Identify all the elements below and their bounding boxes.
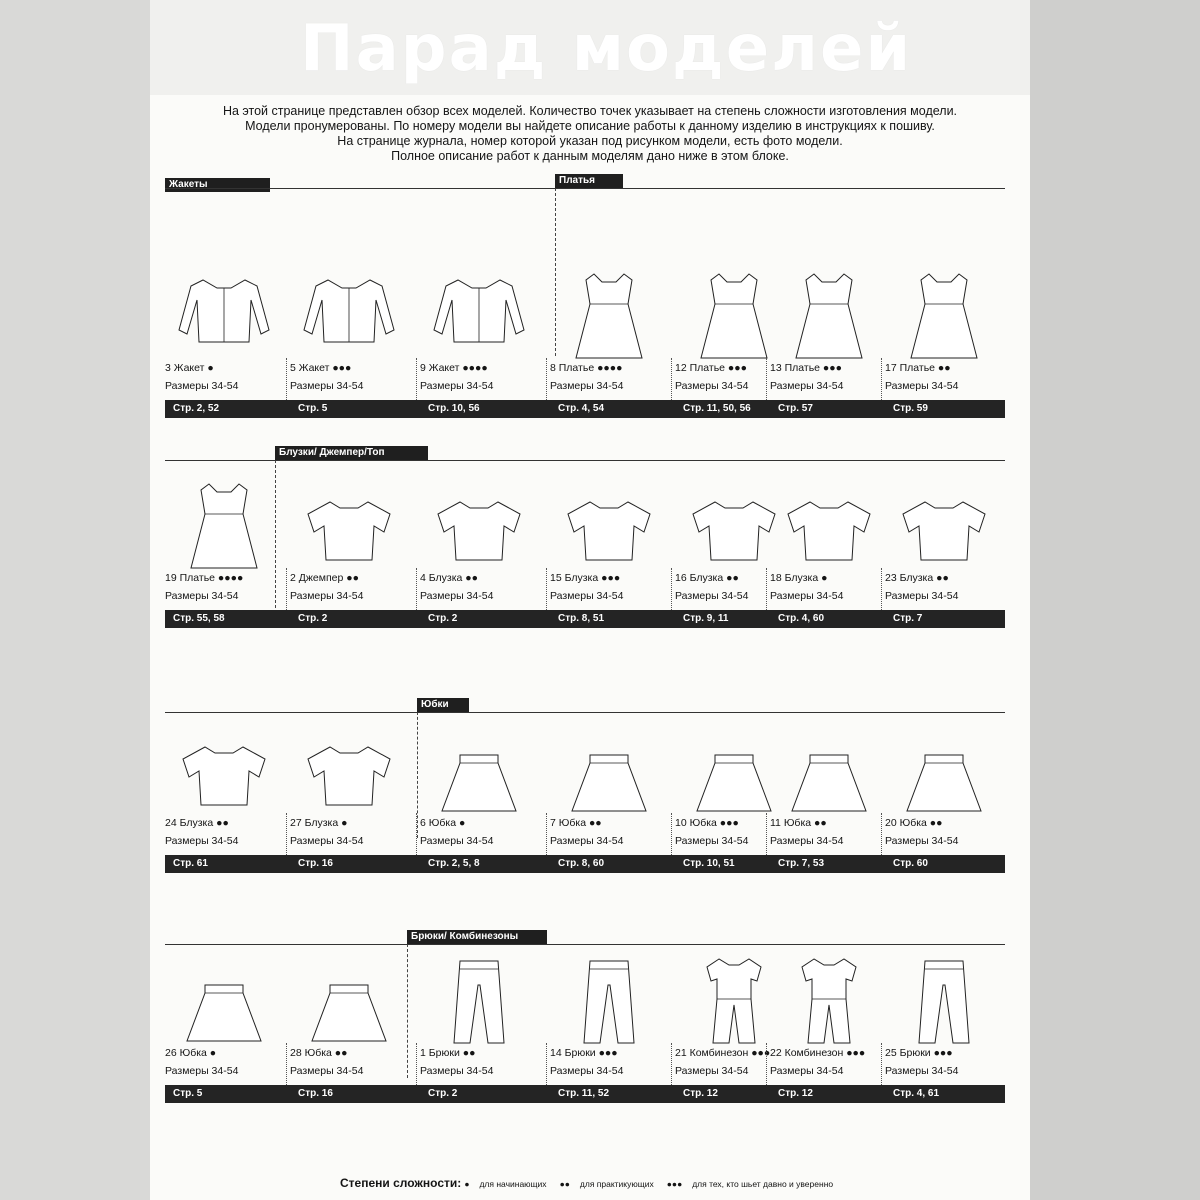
page-ref[interactable]: Стр. 10, 51 (683, 858, 735, 869)
model-name: 18 Блузка ● (770, 572, 828, 584)
skirt-sketch-icon (171, 955, 277, 1045)
jacket-sketch-icon (296, 270, 402, 360)
trousers-sketch-icon (891, 955, 997, 1045)
model-name: 8 Платье ●●●● (550, 362, 623, 374)
page-ref[interactable]: Стр. 9, 11 (683, 613, 729, 624)
model-card (770, 270, 888, 392)
card-separator (671, 568, 673, 616)
skirt-sketch-icon (296, 955, 402, 1045)
page-ref[interactable]: Стр. 16 (298, 1088, 333, 1099)
model-name: 9 Жакет ●●●● (420, 362, 488, 374)
jacket-sketch-icon (171, 270, 277, 360)
intro-line: На этой странице представлен обзор всех моделей. Количество точек указывает на степень сложности изготовления модели. (222, 104, 958, 118)
model-card (885, 270, 1003, 392)
card-separator (671, 1043, 673, 1091)
legend-practicing: для практикующих (579, 1179, 654, 1189)
model-sizes: Размеры 34-54 (290, 835, 364, 847)
top-sketch-icon (171, 725, 277, 815)
card-separator (546, 813, 548, 861)
difficulty-legend (340, 1176, 843, 1190)
page-ref[interactable]: Стр. 5 (298, 403, 328, 414)
right-margin (1030, 0, 1200, 1200)
model-sizes: Размеры 34-54 (770, 1065, 844, 1077)
page-ref[interactable]: Стр. 2 (428, 613, 458, 624)
model-name: 20 Юбка ●● (885, 817, 943, 829)
page-ref[interactable]: Стр. 4, 60 (778, 613, 825, 624)
section-rule (165, 944, 1005, 945)
section-label-skirts: Юбки (417, 698, 469, 712)
model-sizes: Размеры 34-54 (165, 835, 239, 847)
card-separator (881, 358, 883, 406)
model-card (550, 270, 668, 392)
card-separator (286, 1043, 288, 1091)
card-separator (546, 1043, 548, 1091)
model-card (885, 480, 1003, 602)
page-ref-bar (165, 610, 1005, 628)
model-sizes: Размеры 34-54 (885, 380, 959, 392)
page-ref[interactable]: Стр. 7, 53 (778, 858, 825, 869)
skirt-sketch-icon (891, 725, 997, 815)
model-name: 3 Жакет ● (165, 362, 214, 374)
skirt-sketch-icon (556, 725, 662, 815)
model-name: 22 Комбинезон ●●● (770, 1047, 866, 1059)
section-rule (165, 460, 1005, 461)
model-card (290, 270, 408, 392)
page-ref[interactable]: Стр. 61 (173, 858, 208, 869)
trousers-sketch-icon (426, 955, 532, 1045)
page-ref[interactable]: Стр. 7 (893, 613, 923, 624)
model-card (885, 955, 1003, 1077)
model-sizes: Размеры 34-54 (290, 590, 364, 602)
intro-text (210, 104, 970, 164)
page-ref-bar (165, 855, 1005, 873)
top-sketch-icon (556, 480, 662, 570)
page-ref[interactable]: Стр. 2 (428, 1088, 458, 1099)
model-sizes: Размеры 34-54 (420, 380, 494, 392)
model-card (165, 725, 283, 847)
model-name: 10 Юбка ●●● (675, 817, 739, 829)
intro-line: На странице журнала, номер которой указан под рисунком модели, есть фото модели. (337, 134, 843, 148)
model-card (290, 955, 408, 1077)
model-name: 2 Джемпер ●● (290, 572, 359, 584)
page-ref[interactable]: Стр. 60 (893, 858, 928, 869)
jacket-sketch-icon (426, 270, 532, 360)
model-sizes: Размеры 34-54 (165, 590, 239, 602)
model-name: 28 Юбка ●● (290, 1047, 348, 1059)
model-sizes: Размеры 34-54 (165, 1065, 239, 1077)
top-sketch-icon (776, 480, 882, 570)
model-card (550, 480, 668, 602)
model-card (165, 955, 283, 1077)
model-name: 24 Блузка ●● (165, 817, 229, 829)
model-sizes: Размеры 34-54 (885, 1065, 959, 1077)
section-label-dresses: Платья (555, 174, 623, 188)
page-ref[interactable]: Стр. 16 (298, 858, 333, 869)
section-label-jackets: Жакеты (165, 178, 270, 192)
card-separator (881, 568, 883, 616)
page-ref[interactable]: Стр. 11, 50, 56 (683, 403, 751, 414)
card-separator (416, 568, 418, 616)
model-name: 26 Юбка ● (165, 1047, 217, 1059)
legend-dots-practicing: ●● (559, 1179, 570, 1189)
page-ref[interactable]: Стр. 11, 52 (558, 1088, 610, 1099)
top-sketch-icon (426, 480, 532, 570)
model-name: 6 Юбка ● (420, 817, 466, 829)
model-card (290, 725, 408, 847)
model-sizes: Размеры 34-54 (675, 380, 749, 392)
model-sizes: Размеры 34-54 (675, 590, 749, 602)
model-name: 17 Платье ●● (885, 362, 951, 374)
dress-sketch-icon (556, 270, 662, 360)
skirt-sketch-icon (776, 725, 882, 815)
model-sizes: Размеры 34-54 (770, 380, 844, 392)
legend-experienced: для тех, кто шьет давно и уверенно (692, 1179, 834, 1189)
jumpsuit-sketch-icon (776, 955, 882, 1045)
model-sizes: Размеры 34-54 (550, 835, 624, 847)
page-ref[interactable]: Стр. 4, 54 (558, 403, 605, 414)
legend-dots-beginner: ● (464, 1179, 470, 1189)
card-separator (766, 568, 768, 616)
model-sizes: Размеры 34-54 (420, 1065, 494, 1077)
dress-sketch-icon (891, 270, 997, 360)
model-sizes: Размеры 34-54 (165, 380, 239, 392)
model-name: 11 Юбка ●● (770, 817, 827, 829)
model-name: 23 Блузка ●● (885, 572, 949, 584)
model-name: 16 Блузка ●● (675, 572, 739, 584)
model-sizes: Размеры 34-54 (770, 590, 844, 602)
page-ref[interactable]: Стр. 57 (778, 403, 813, 414)
section-label-trousers: Брюки/ Комбинезоны (407, 930, 547, 944)
page-ref[interactable]: Стр. 8, 60 (558, 858, 605, 869)
model-card (770, 480, 888, 602)
model-name: 15 Блузка ●●● (550, 572, 621, 584)
page-ref[interactable]: Стр. 5 (173, 1088, 203, 1099)
card-separator (671, 813, 673, 861)
page-ref[interactable]: Стр. 12 (778, 1088, 813, 1099)
model-name: 7 Юбка ●● (550, 817, 602, 829)
dress-sketch-icon (171, 480, 277, 570)
model-sizes: Размеры 34-54 (550, 590, 624, 602)
model-name: 19 Платье ●●●● (165, 572, 244, 584)
page-ref[interactable]: Стр. 59 (893, 403, 928, 414)
page-ref[interactable]: Стр. 2 (298, 613, 328, 624)
card-separator (286, 568, 288, 616)
model-sizes: Размеры 34-54 (885, 835, 959, 847)
model-card (770, 955, 888, 1077)
top-sketch-icon (296, 480, 402, 570)
model-sizes: Размеры 34-54 (550, 1065, 624, 1077)
card-separator (881, 1043, 883, 1091)
section-label-blouses: Блузки/ Джемпер/Топ (275, 446, 428, 460)
legend-dots-experienced: ●●● (666, 1179, 683, 1189)
page-ref[interactable]: Стр. 12 (683, 1088, 718, 1099)
page-ref-bar (165, 400, 1005, 418)
model-card (550, 955, 668, 1077)
model-name: 5 Жакет ●●● (290, 362, 352, 374)
card-separator (766, 1043, 768, 1091)
model-sizes: Размеры 34-54 (550, 380, 624, 392)
page-ref[interactable]: Стр. 4, 61 (893, 1088, 940, 1099)
model-sizes: Размеры 34-54 (420, 590, 494, 602)
top-sketch-icon (296, 725, 402, 815)
page-ref[interactable]: Стр. 8, 51 (558, 613, 605, 624)
model-card (165, 480, 283, 602)
skirt-sketch-icon (426, 725, 532, 815)
catalog-page (150, 0, 1030, 1200)
card-separator (416, 358, 418, 406)
page-ref[interactable]: Стр. 2, 52 (173, 403, 220, 414)
model-sizes: Размеры 34-54 (290, 380, 364, 392)
card-separator (286, 813, 288, 861)
model-card (885, 725, 1003, 847)
model-card (420, 270, 538, 392)
page-ref-bar (165, 1085, 1005, 1103)
card-separator (546, 568, 548, 616)
card-separator (546, 358, 548, 406)
model-sizes: Размеры 34-54 (770, 835, 844, 847)
model-card (770, 725, 888, 847)
model-card (420, 725, 538, 847)
dress-sketch-icon (776, 270, 882, 360)
model-name: 27 Блузка ● (290, 817, 348, 829)
model-card (550, 725, 668, 847)
model-card (420, 955, 538, 1077)
card-separator (881, 813, 883, 861)
page-title: Парад моделей (300, 12, 913, 86)
top-sketch-icon (891, 480, 997, 570)
model-sizes: Размеры 34-54 (290, 1065, 364, 1077)
model-name: 14 Брюки ●●● (550, 1047, 618, 1059)
card-separator (416, 1043, 418, 1091)
intro-line: Модели пронумерованы. По номеру модели вы найдете описание работы к данному изделию в инструкциях к пошиву. (245, 119, 935, 133)
trousers-sketch-icon (556, 955, 662, 1045)
model-sizes: Размеры 34-54 (675, 835, 749, 847)
model-name: 12 Платье ●●● (675, 362, 747, 374)
section-rule (165, 712, 1005, 713)
model-name: 1 Брюки ●● (420, 1047, 476, 1059)
card-separator (286, 358, 288, 406)
intro-line: Полное описание работ к данным моделям дано ниже в этом блоке. (391, 149, 789, 163)
model-card (290, 480, 408, 602)
model-name: 21 Комбинезон ●●● (675, 1047, 771, 1059)
model-sizes: Размеры 34-54 (675, 1065, 749, 1077)
page-ref[interactable]: Стр. 2, 5, 8 (428, 858, 480, 869)
model-sizes: Размеры 34-54 (420, 835, 494, 847)
model-card (420, 480, 538, 602)
card-separator (766, 358, 768, 406)
card-separator (766, 813, 768, 861)
model-sizes: Размеры 34-54 (885, 590, 959, 602)
section-rule (165, 188, 1005, 189)
model-name: 25 Брюки ●●● (885, 1047, 953, 1059)
legend-label: Степени сложности: (340, 1176, 462, 1190)
model-card (165, 270, 283, 392)
page-ref[interactable]: Стр. 10, 56 (428, 403, 480, 414)
card-separator (671, 358, 673, 406)
page-ref[interactable]: Стр. 55, 58 (173, 613, 225, 624)
model-name: 13 Платье ●●● (770, 362, 842, 374)
legend-beginner: для начинающих (479, 1179, 547, 1189)
left-margin (0, 0, 150, 1200)
card-separator (416, 813, 418, 861)
model-name: 4 Блузка ●● (420, 572, 478, 584)
